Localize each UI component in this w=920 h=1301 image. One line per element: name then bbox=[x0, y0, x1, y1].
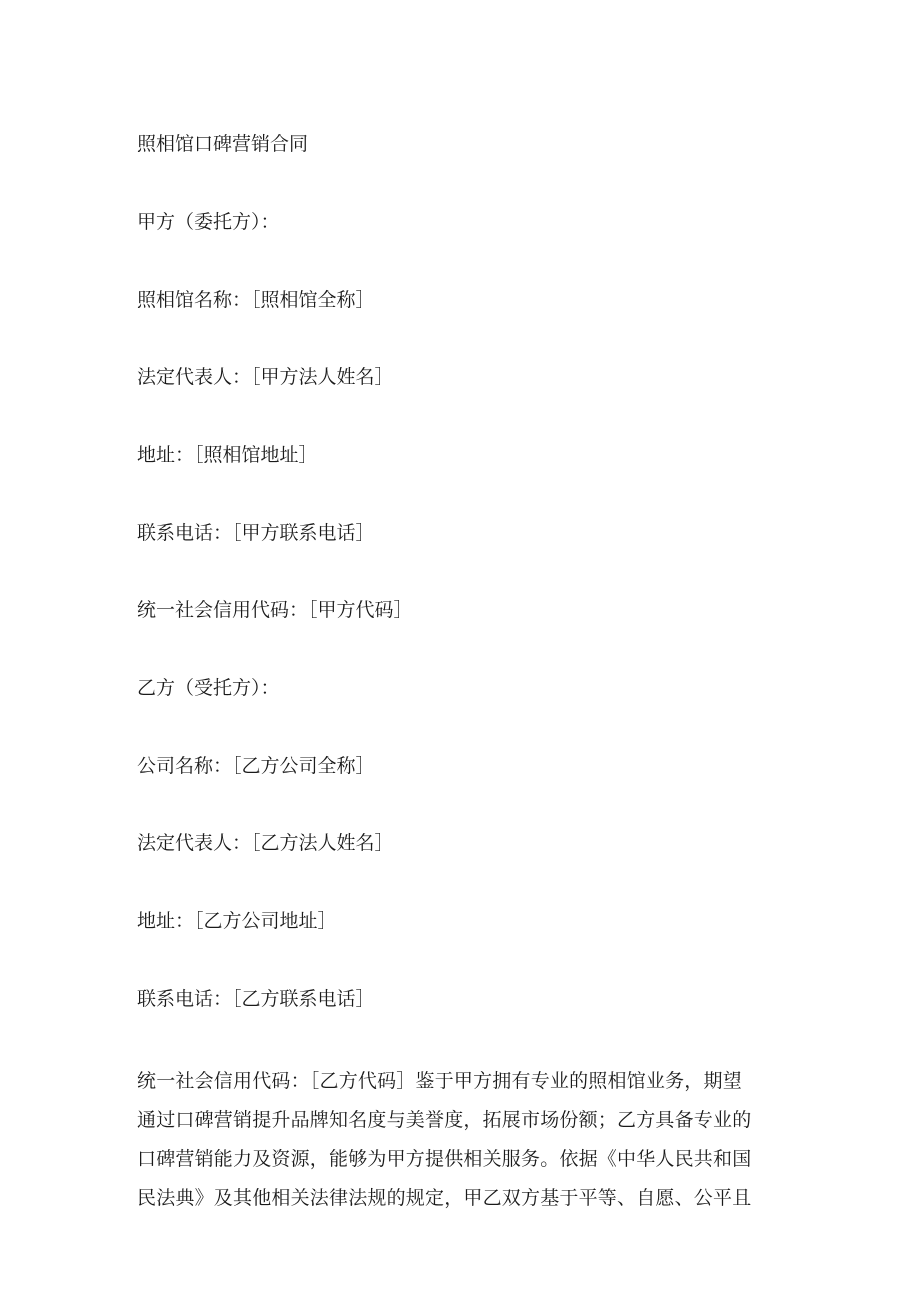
preamble-line: 民法典》及其他相关法律法规的规定，甲乙双方基于平等、自愿、公平且 bbox=[137, 1187, 752, 1209]
party-b-heading: 乙方（受托方）： bbox=[137, 677, 280, 699]
party-a-legal-rep: 法定代表人：［甲方法人姓名］ bbox=[137, 366, 394, 388]
party-a-phone: 联系电话：［甲方联系电话］ bbox=[137, 522, 375, 544]
party-a-credit-code: 统一社会信用代码：［甲方代码］ bbox=[137, 599, 413, 621]
party-a-heading: 甲方（委托方）： bbox=[137, 211, 280, 233]
document-title: 照相馆口碑营销合同 bbox=[137, 133, 309, 155]
preamble-line: 通过口碑营销提升品牌知名度与美誉度，拓展市场份额；乙方具备专业的 bbox=[137, 1109, 752, 1131]
party-a-studio-name: 照相馆名称：［照相馆全称］ bbox=[137, 289, 375, 311]
preamble-line: 统一社会信用代码：［乙方代码］鉴于甲方拥有专业的照相馆业务，期望 bbox=[137, 1070, 742, 1092]
party-b-company-name: 公司名称：［乙方公司全称］ bbox=[137, 755, 375, 777]
preamble-paragraph bbox=[137, 1062, 787, 1218]
party-b-legal-rep: 法定代表人：［乙方法人姓名］ bbox=[137, 832, 394, 854]
preamble-line: 口碑营销能力及资源，能够为甲方提供相关服务。依据《中华人民共和国 bbox=[137, 1148, 752, 1170]
party-b-phone: 联系电话：［乙方联系电话］ bbox=[137, 988, 375, 1010]
party-a-address: 地址：［照相馆地址］ bbox=[137, 444, 318, 466]
party-b-address: 地址：［乙方公司地址］ bbox=[137, 910, 337, 932]
